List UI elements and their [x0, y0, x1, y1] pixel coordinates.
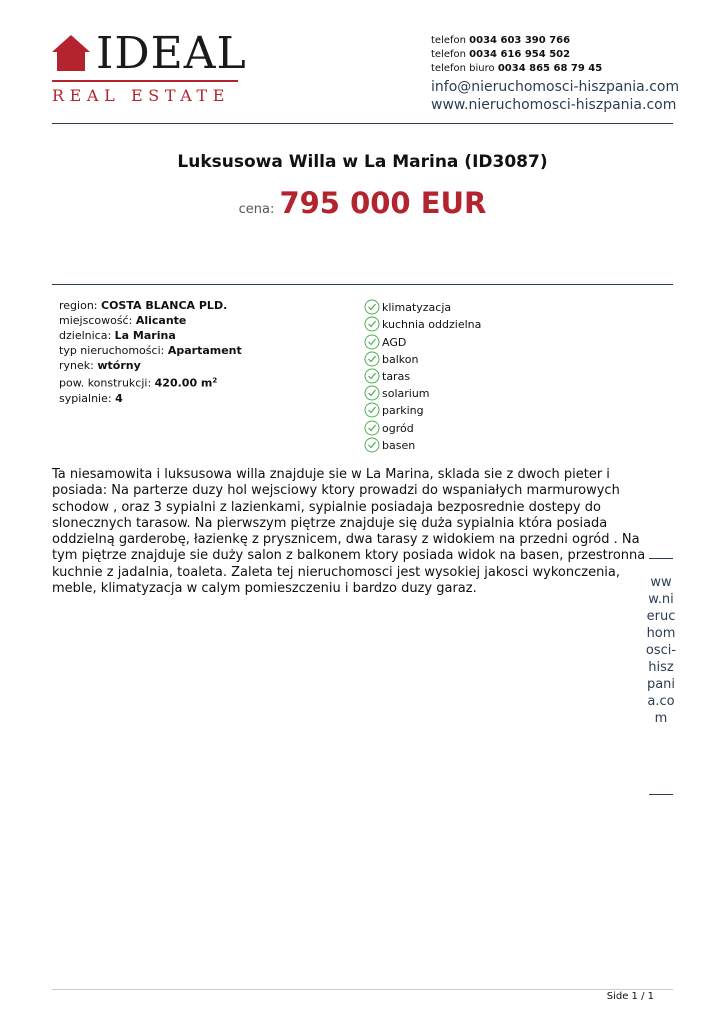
detail-row: sypialnie: 4	[59, 391, 123, 405]
brand-subtitle: REAL ESTATE	[52, 86, 231, 105]
contact-block	[431, 34, 679, 114]
detail-row: rynek: wtórny	[59, 359, 141, 372]
feature-item: AGD	[364, 332, 481, 349]
phone-2[interactable]: 0034 616 954 502	[469, 49, 571, 60]
feature-list	[364, 298, 481, 453]
side-website-link[interactable]: www.nieruchomosci-hiszpania.com	[645, 575, 677, 726]
feature-item: basen	[364, 436, 481, 453]
feature-item: kuchnia oddzielna	[364, 315, 481, 332]
check-circle-icon	[364, 334, 380, 350]
check-circle-icon	[364, 385, 380, 401]
feature-item: balkon	[364, 350, 481, 367]
check-circle-icon	[364, 402, 380, 418]
logo-divider	[52, 80, 238, 82]
header-divider	[52, 123, 673, 124]
feature-item: solarium	[364, 384, 481, 401]
house-logo-icon	[52, 35, 90, 71]
detail-row: dzielnica: La Marina	[59, 329, 176, 342]
phone-row-office: telefon biuro 0034 865 68 79 45	[431, 63, 603, 74]
feature-item: taras	[364, 367, 481, 384]
email-link[interactable]: info@nieruchomosci-hiszpania.com	[431, 79, 680, 95]
check-circle-icon	[364, 368, 380, 384]
check-circle-icon	[364, 299, 380, 315]
brand-name: IDEAL	[96, 28, 247, 79]
check-circle-icon	[364, 351, 380, 367]
property-details	[59, 298, 242, 406]
price-value: 795 000 EUR	[279, 186, 487, 220]
listing-description: Ta niesamowita i luksusowa willa znajduje sie w La Marina, sklada sie z dwoch pieter i posiada: Na parterze duzy hol wejsciowy ktory prowadzi do wspaniałych marmurowych schodow , oraz 3 sypialni z lazienkami, sypialnie posiadaja bezposrednie dostepy do slonecznych tarasow. Na pierwszym piętrze znajduje się duża sypialnia która posiada oddzielną garderobę, łazienkę z prysznicem, dwa tarasy z widokiem na przedni ogród . Na tym piętrze znajduje sie duży salon z balkonem ktory posiada widok na basen, przestronna kuchnie z jadalnia, toaleta. Zaleta tej nieruchomosci jest wysokiej jakosci wykonczenia, meble, klimatyzacja w calym pomieszczeniu i bardzo duzy garaz.	[52, 467, 646, 597]
check-circle-icon	[364, 437, 380, 453]
detail-row: pow. konstrukcji: 420.00 $m^2$	[59, 376, 218, 390]
feature-item: klimatyzacja	[364, 298, 481, 315]
detail-row: region: COSTA BLANCA PLD.	[59, 299, 228, 312]
phone-row-2: telefon 0034 616 954 502	[431, 49, 571, 60]
side-divider-bottom	[649, 794, 673, 795]
check-circle-icon	[364, 420, 380, 436]
website-link[interactable]: www.nieruchomosci-hiszpania.com	[431, 97, 677, 113]
section-divider	[52, 284, 673, 285]
listing-title: Luksusowa Willa w La Marina (ID3087)	[177, 152, 548, 172]
detail-row: miejscowość: Alicante	[59, 314, 187, 327]
check-circle-icon	[364, 316, 380, 332]
side-divider-top	[649, 558, 673, 559]
phone-office[interactable]: 0034 865 68 79 45	[497, 63, 603, 74]
feature-item: ogród	[364, 418, 481, 435]
detail-row: typ nieruchomości: Apartament	[59, 344, 242, 357]
price-label: cena:	[238, 202, 275, 217]
phone-1[interactable]: 0034 603 390 766	[469, 35, 571, 46]
page-number: Side 1 / 1	[606, 991, 654, 1002]
phone-row-1: telefon 0034 603 390 766	[431, 35, 571, 46]
price-line	[52, 186, 673, 220]
feature-item: parking	[364, 401, 481, 418]
